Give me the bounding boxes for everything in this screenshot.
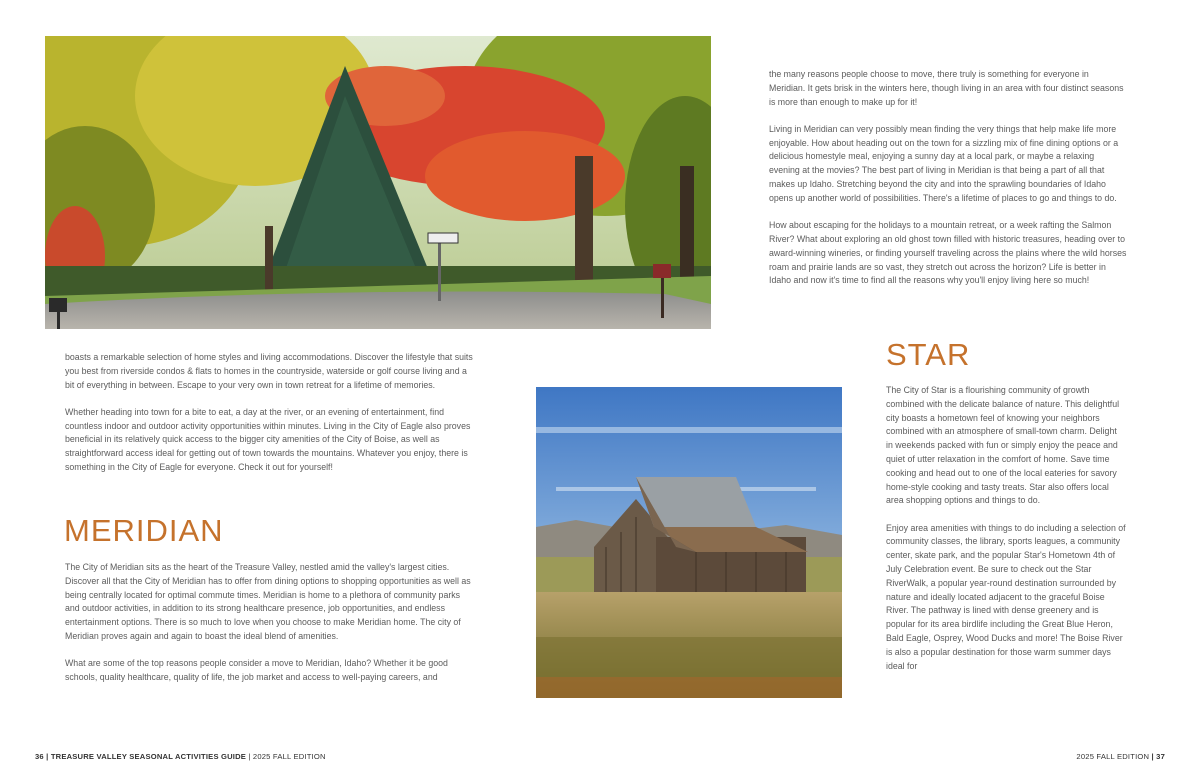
meridian-text-column [65, 561, 475, 698]
body-paragraph: the many reasons people choose to move, there truly is something for everyone in Meridian. It gets brisk in the winters here, though living in an area with four distinct seasons is more than enough to make up for it! [769, 69, 1124, 107]
left-top-text-column [65, 351, 477, 488]
body-paragraph: Enjoy area amenities with things to do including a selection of community classes, the library, sports leagues, a community center, skate park, and the popular Star's Hometown 4th of July Celebration event. Be sure to check out the Star RiverWalk, a popular year-round destination surrounded by nature and ideally located adjacent to the graceful Boise River. The pathway is lined with dense greenery and is popular for its area birdlife including the Great Blue Heron, Bald Eagle, Osprey, Wood Ducks and more! The Boise River is also a popular destination for those warm summer days ideal for [886, 522, 1126, 671]
old-barn-photo [536, 387, 842, 698]
body-paragraph: boasts a remarkable selection of home styles and living accommodations. Discover the lifestyle that suits you best from riverside condos & flats to homes in the countryside, waterside or golf course living and a bit of everything in between. Escape to your very own in town retreat for a lifetime of memories. [65, 352, 473, 390]
right-page-number: 37 [1156, 752, 1165, 761]
body-paragraph: How about escaping for the holidays to a mountain retreat, or a week rafting the Salmon River? What about exploring an old ghost town filled with historic treasures, heading over to award-winning wineries, or finding yourself traveling across the plains where the wild horses roam and prairie lands are so vast, they stretch out across the horizon? Life is better in Idaho and now it's time to find all the reasons why you'll enjoy living here so much! [769, 220, 1127, 286]
footer-separator: | [46, 752, 49, 761]
star-section [886, 338, 970, 372]
publication-title: TREASURE VALLEY SEASONAL ACTIVITIES GUIDE [50, 752, 247, 761]
footer-right [1076, 752, 1165, 761]
footer-separator: | [1151, 752, 1154, 761]
body-paragraph: Whether heading into town for a bite to eat, a day at the river, or an evening of entertainment, find countless indoor and outdoor activity opportunities within minutes. Living in the City of Eagle also proves beneficial in its relatively quick access to the bigger city amenities of the City of Boise, as well as straightforward access ideal for getting out of town towards the mountains. Whatever you enjoy, there is something in the City of Eagle for everyone. Check it out for yourself! [65, 406, 471, 473]
footer-separator: | [248, 752, 251, 761]
body-paragraph: What are some of the top reasons people consider a move to Meridian, Idaho? Whether it be good schools, quality healthcare, quality of life, the job market and access to well-paying careers, and [65, 658, 448, 683]
star-heading: STAR [886, 337, 971, 372]
body-paragraph: The City of Meridian sits as the heart of the Treasure Valley, nestled amid the valley's largest cities. Discover all that the City of Meridian has to offer from dining options to shopping opportunities as well as being centrally located for optimal commute times. Meridian is home to a plethora of community parks and outdoor activities, in addition to its strong healthcare presence, job opportunities, and endless entertainment options. There is so much to love when you choose to make Meridian home. The city of Meridian proves again and again to boast the ideal blend of amenities. [65, 562, 471, 641]
footer-left [35, 752, 326, 761]
right-top-text-column [769, 68, 1127, 302]
body-paragraph: Living in Meridian can very possibly mean finding the very things that help make life more enjoyable. How about heading out on the town for a sizzling mix of fine dining options or a delicious homestyle meal, enjoying a sunny day at a local park, or maybe a relaxing evening at the movies? The best part of living in Meridian is that being a part of all that makes up Idaho. Stretching beyond the city and into the sprawling boundaries of Idaho opens up another world of possibilities. There's a lifetime of places to go and things to do. [769, 123, 1119, 203]
left-page-number: 36 [35, 752, 44, 761]
star-text-column [886, 384, 1126, 687]
edition-label: 2025 FALL EDITION [252, 752, 326, 761]
meridian-section [64, 514, 224, 548]
autumn-street-photo [45, 36, 711, 329]
meridian-heading: MERIDIAN [64, 513, 224, 548]
body-paragraph: The City of Star is a flourishing community of growth combined with the delicate balance of nature. This delightful city boasts a hometown feel of knowing your neighbors combined with an atmosphere of small-town charm. Delight in weekends packed with fun or simply enjoy the peace and quiet of utter relaxation in the comfort of home. Save time cooking and head out to one of the local eateries for savory home-style cooking and tasty treats. Star also offers local area shopping options and things to do. [886, 385, 1120, 506]
edition-label: 2025 FALL EDITION [1076, 752, 1150, 761]
